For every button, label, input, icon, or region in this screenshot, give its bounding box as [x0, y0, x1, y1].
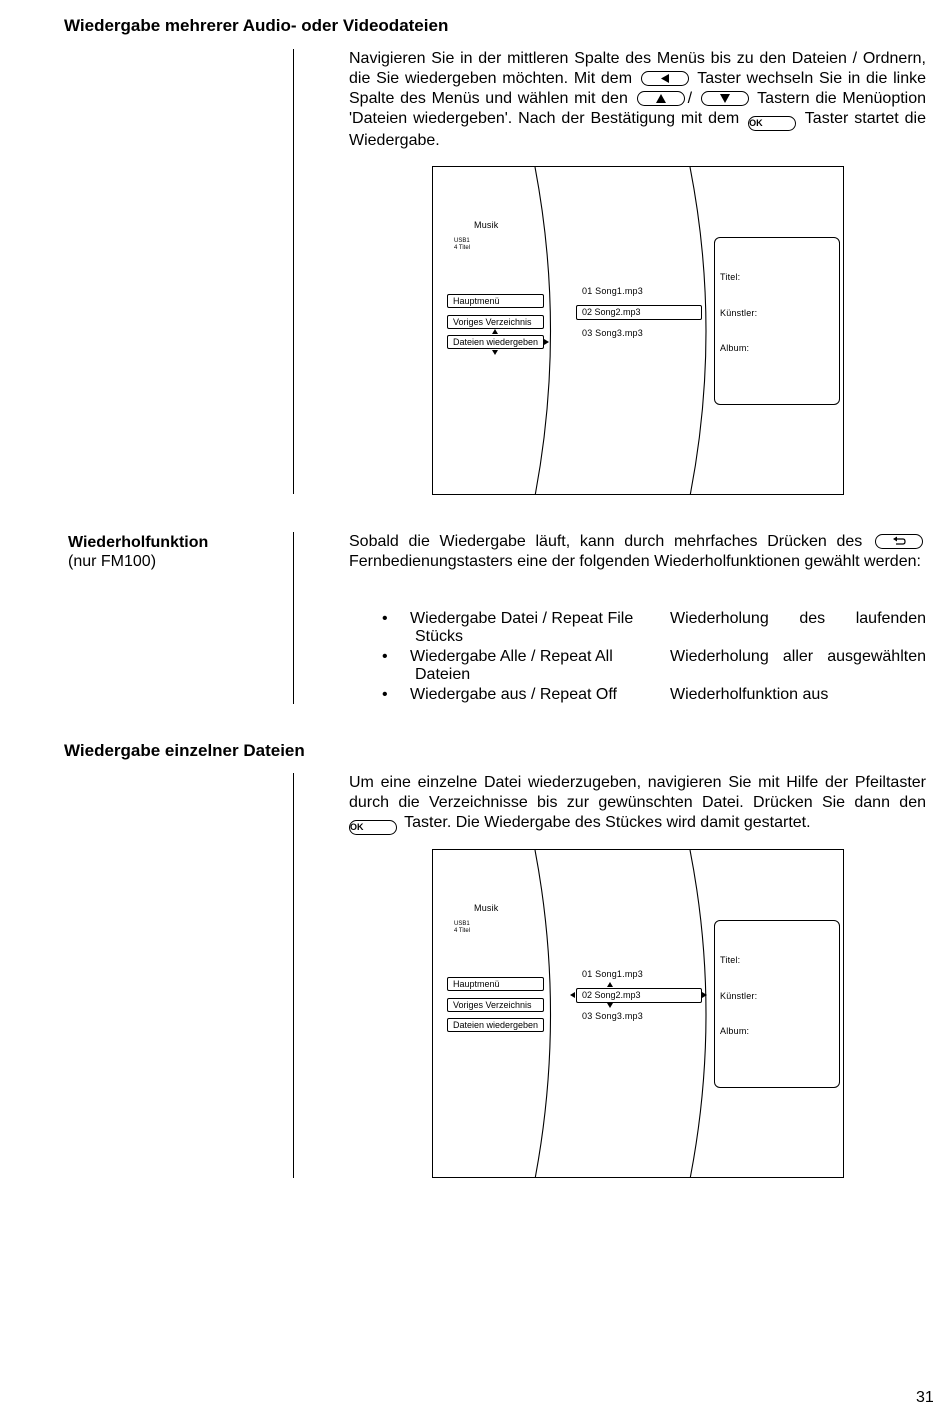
bullet-icon: •	[382, 686, 388, 703]
page-number: 31	[916, 1389, 934, 1406]
menu-item-previous-folder: Voriges Verzeichnis	[447, 998, 544, 1012]
column-divider	[293, 773, 294, 1178]
down-arrow-icon	[492, 350, 498, 355]
menu-item-previous-folder: Voriges Verzeichnis	[447, 315, 544, 329]
track-count-label: 4 Titel	[454, 928, 471, 934]
screen-title: Musik	[474, 903, 499, 913]
repeat-file-option: Wiedergabe Datei / Repeat File	[410, 610, 634, 627]
menu-screenshot-multiple	[432, 166, 844, 495]
info-artist-label: Künstler:	[720, 991, 758, 1001]
column-divider	[293, 532, 294, 704]
instruction-paragraph-multiple: Navigieren Sie in der mittleren Spalte des Menüs bis zu den Dateien / Ordnern, die Sie wiedergeben möchten. Mit dem Taster wechseln Sie in die linke Spalte des Menüs und wählen mit den / Tastern die Menüoption 'Dateien wiedergeben'. Nach der Bestätigung mit dem OK Taster startet die Wiedergabe.	[349, 50, 927, 149]
file-item-selected: 02 Song2.mp3	[576, 305, 702, 320]
left-arrow-key-icon	[641, 71, 689, 86]
ok-key-icon: OK	[748, 116, 796, 131]
down-arrow-icon	[607, 1003, 613, 1008]
menu-item-main-menu: Hauptmenü	[447, 294, 544, 308]
bullet-icon: •	[382, 610, 388, 627]
repeat-all-description-cont: Dateien	[415, 666, 471, 683]
left-arrow-icon	[570, 992, 575, 998]
file-item-selected: 02 Song2.mp3	[576, 988, 702, 1003]
section-heading-multiple-files: Wiedergabe mehrerer Audio- oder Videodateien	[64, 16, 449, 35]
file-item: 01 Song1.mp3	[582, 969, 643, 979]
repeat-off-description: Wiederholfunktion aus	[670, 686, 829, 703]
section-heading-single-file: Wiedergabe einzelner Dateien	[64, 741, 305, 760]
usb-source-label: USB1	[454, 921, 470, 927]
up-arrow-icon	[492, 329, 498, 334]
track-info-panel	[714, 920, 840, 1088]
instruction-paragraph-repeat: Sobald die Wiedergabe läuft, kann durch mehrfaches Drücken des Fernbedienungstasters eine der folgenden Wiederholfunktionen gewählt werden:	[349, 532, 926, 572]
ok-key-icon: OK	[349, 820, 397, 835]
track-count-label: 4 Titel	[454, 245, 471, 251]
repeat-off-option: Wiedergabe aus / Repeat Off	[410, 686, 617, 703]
up-arrow-key-icon	[637, 91, 685, 106]
menu-item-play-files: Dateien wiedergeben	[447, 1018, 544, 1032]
menu-screenshot-single	[432, 849, 844, 1178]
repeat-file-description-cont: Stücks	[415, 628, 464, 645]
file-item: 03 Song3.mp3	[582, 328, 643, 338]
menu-item-main-menu: Hauptmenü	[447, 977, 544, 991]
up-arrow-icon	[607, 982, 613, 987]
right-arrow-icon	[544, 339, 549, 345]
repeat-all-description: Wiederholung aller ausgewählten	[670, 648, 926, 665]
info-artist-label: Künstler:	[720, 308, 758, 318]
bullet-icon: •	[382, 648, 388, 665]
down-arrow-key-icon	[701, 91, 749, 106]
file-item: 01 Song1.mp3	[582, 286, 643, 296]
side-title-repeat: Wiederholfunktion	[68, 534, 209, 551]
info-album-label: Album:	[720, 343, 750, 353]
info-album-label: Album:	[720, 1026, 750, 1036]
instruction-paragraph-single: Um eine einzelne Datei wiederzugeben, navigieren Sie mit Hilfe der Pfeiltaster durch die Verzeichnisse bis zur gewünschten Datei. Drücken Sie dann den OK Taster. Die Wiedergabe des Stückes wird damit gestartet.	[349, 773, 926, 835]
track-info-panel	[714, 237, 840, 405]
usb-source-label: USB1	[454, 238, 470, 244]
info-title-label: Titel:	[720, 955, 741, 965]
file-item: 03 Song3.mp3	[582, 1011, 643, 1021]
side-subtitle-repeat: (nur FM100)	[68, 553, 157, 570]
info-title-label: Titel:	[720, 272, 741, 282]
right-arrow-icon	[702, 992, 707, 998]
return-key-icon	[875, 534, 923, 549]
column-divider	[293, 49, 294, 494]
menu-item-play-files: Dateien wiedergeben	[447, 335, 544, 349]
repeat-file-description: Wiederholung des laufenden	[670, 610, 926, 627]
screen-title: Musik	[474, 220, 499, 230]
repeat-all-option: Wiedergabe Alle / Repeat All	[410, 648, 613, 665]
